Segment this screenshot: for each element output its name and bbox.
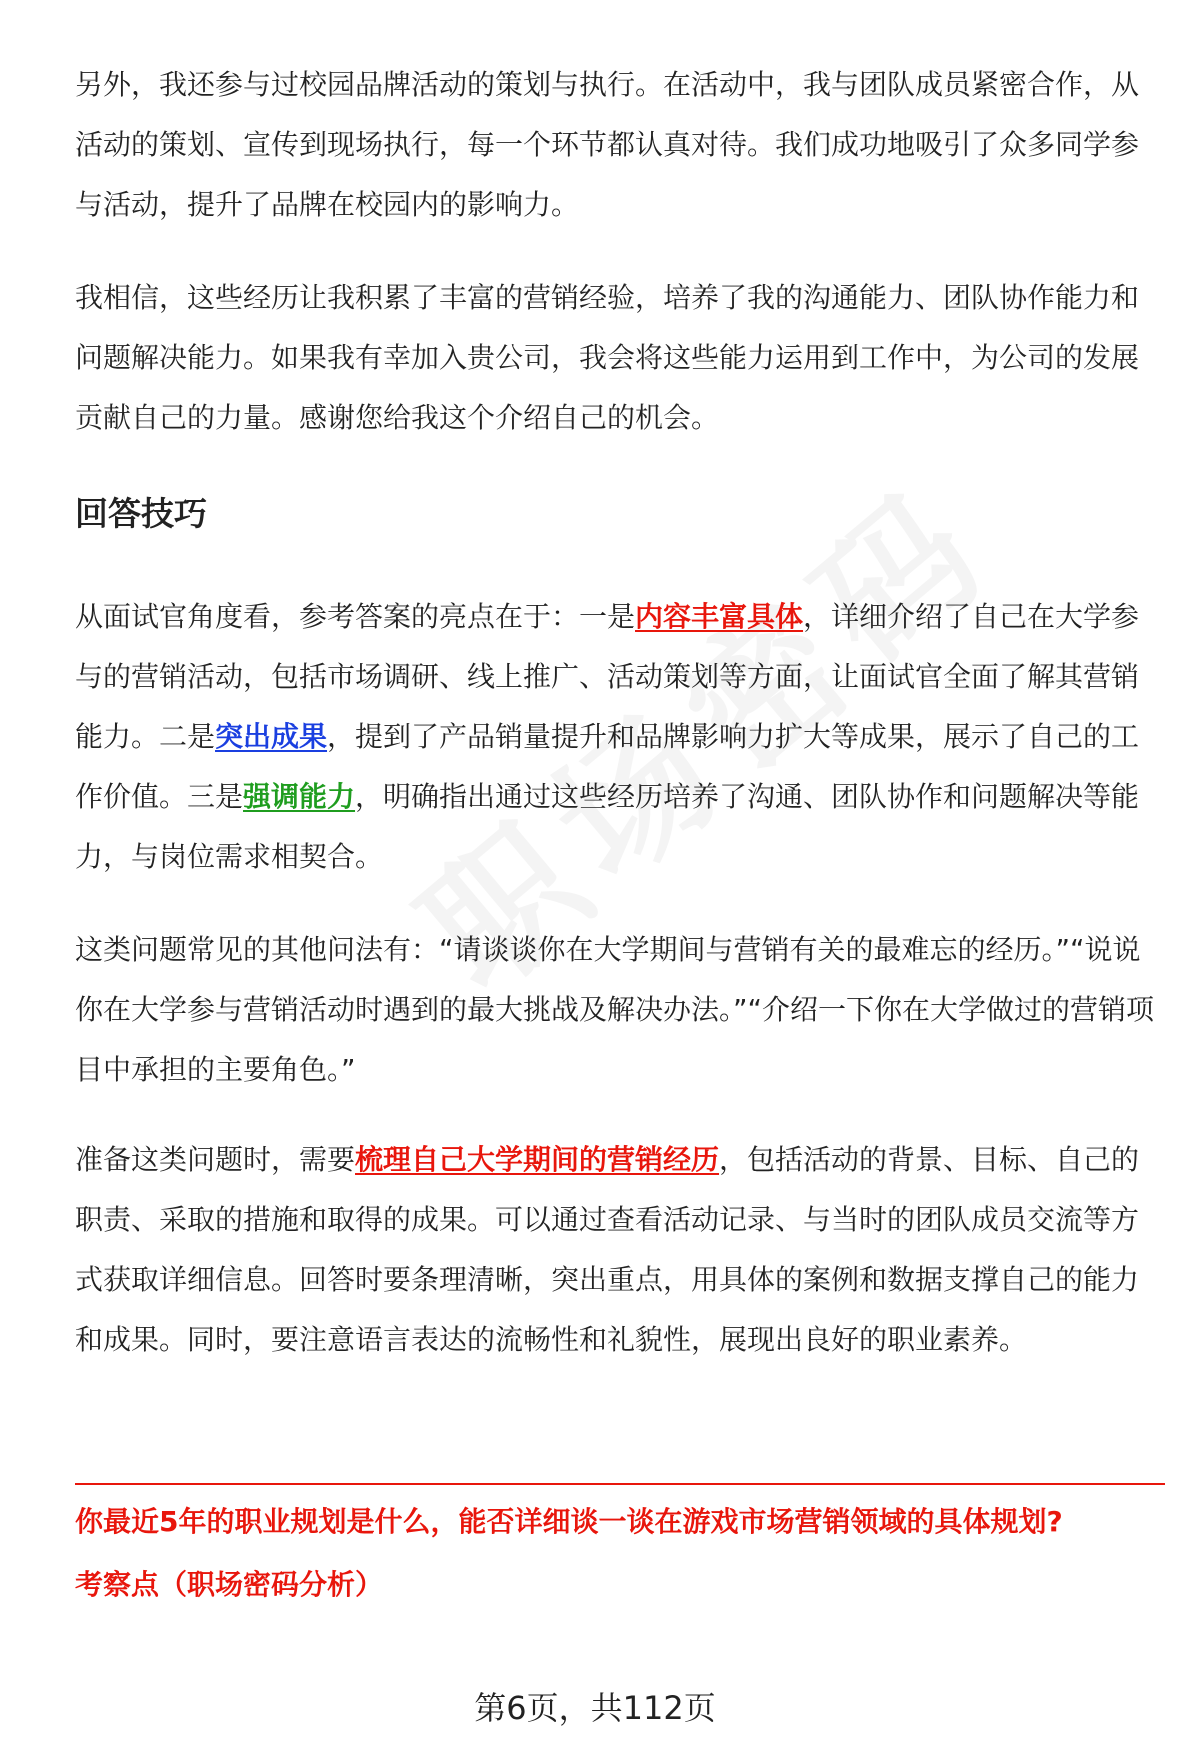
tips-paragraph-preparation <box>75 1130 1165 1370</box>
highlight-content-rich: 内容丰富具体 <box>635 600 804 633</box>
highlight-results: 突出成果 <box>215 720 328 753</box>
text-run: ，详细介绍了自己在大学参与的营销活动，包括市场调研、线上推广、活动策划等方面，让面试官全面了解其营销能力。二是 <box>75 600 1140 753</box>
body-paragraph-2: 我相信，这些经历让我积累了丰富的营销经验，培养了我的沟通能力、团队协作能力和问题解决能力。如果我有幸加入贵公司，我会将这些能力运用到工作中，为公司的发展贡献自己的力量。感谢您给我这个介绍自己的机会。 <box>75 281 1140 434</box>
body-paragraph-1: 另外，我还参与过校园品牌活动的策划与执行。在活动中，我与团队成员紧密合作，从活动的策划、宣传到现场执行，每一个环节都认真对待。我们成功地吸引了众多同学参与活动，提升了品牌在校园内的影响力。 <box>75 68 1140 221</box>
section-divider <box>75 1483 1165 1485</box>
text-run: 准备这类问题时，需要 <box>75 1143 356 1176</box>
highlight-sort-experience: 梳理自己大学期间的营销经历 <box>355 1143 720 1176</box>
next-question-subtitle: 考察点（职场密码分析） <box>75 1568 384 1601</box>
tips-paragraph-alternatives: 这类问题常见的其他问法有：“请谈谈你在大学期间与营销有关的最难忘的经历。”“说说你在大学参与营销活动时遇到的最大挑战及解决办法。”“介绍一下你在大学做过的营销项目中承担的主要角色。” <box>75 933 1155 1086</box>
text-run: ，提到了产品销量提升和品牌影响力扩大等成果，展示了自己的工作价值。三是 <box>75 720 1140 813</box>
page-number: 第6页，共112页 <box>474 1689 716 1727</box>
text-run: ，包括活动的背景、目标、自己的职责、采取的措施和取得的成果。可以通过查看活动记录、与当时的团队成员交流等方式获取详细信息。回答时要条理清晰，突出重点，用具体的案例和数据支撑自己的能力和成果。同时，要注意语言表达的流畅性和礼貌性，展现出良好的职业素养。 <box>75 1143 1140 1356</box>
text-run: 从面试官角度看，参考答案的亮点在于：一是 <box>75 600 636 633</box>
highlight-abilities: 强调能力 <box>243 780 356 813</box>
next-question-title: 你最近5年的职业规划是什么，能否详细谈一谈在游戏市场营销领域的具体规划? <box>75 1505 1063 1538</box>
tips-paragraph-highlights <box>75 587 1165 887</box>
text-run: ，明确指出通过这些经历培养了沟通、团队协作和问题解决等能力，与岗位需求相契合。 <box>75 780 1140 873</box>
section-heading: 回答技巧 <box>75 494 207 533</box>
